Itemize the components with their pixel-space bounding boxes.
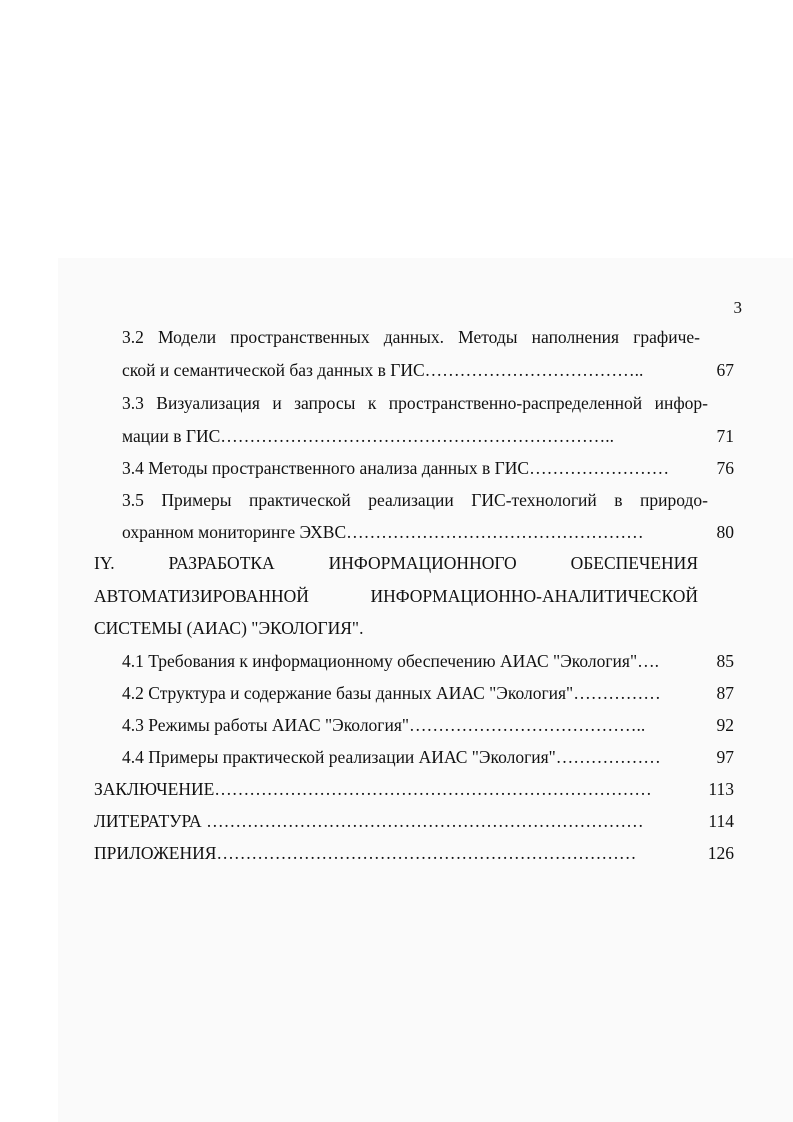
toc-entry-4-1-page: 85 xyxy=(716,651,734,671)
toc-entry-4-3-page: 92 xyxy=(716,715,734,735)
toc-entry-3-3-line1: 3.3 Визуализация и запросы к пространственно-распределенной инфор- xyxy=(122,393,708,413)
toc-entry-3-2-line1: 3.2 Модели пространственных данных. Методы наполнения графиче- xyxy=(122,327,700,347)
toc-entry-3-5-line2: охранном мониторинге ЭХВС…………………………………………… xyxy=(122,522,644,542)
toc-entry-4-2-page: 87 xyxy=(716,683,734,703)
toc-entry-3-4-page: 76 xyxy=(716,458,734,478)
chapter-4-heading-line2: АВТОМАТИЗИРОВАННОЙ ИНФОРМАЦИОННО-АНАЛИТИЧЕСКОЙ xyxy=(94,586,698,606)
toc-entry-3-5-line1: 3.5 Примеры практической реализации ГИС-технологий в природо- xyxy=(122,490,708,510)
toc-entry-appendices-page: 126 xyxy=(707,843,734,863)
toc-entry-4-4-text: 4.4 Примеры практической реализации АИАС "Экология"……………… xyxy=(122,747,661,767)
toc-entry-3-4-text: 3.4 Методы пространственного анализа данных в ГИС…………………… xyxy=(122,458,670,478)
toc-entry-3-2-line2: ской и семантической баз данных в ГИС……………………………….. xyxy=(122,360,644,380)
toc-entry-conclusion-page: 113 xyxy=(708,779,734,799)
toc-entry-3-5-page: 80 xyxy=(716,522,734,542)
toc-entry-3-3-page: 71 xyxy=(716,426,734,446)
toc-entry-literature-text: ЛИТЕРАТУРА ………………………………………………………………… xyxy=(94,811,644,831)
chapter-4-heading-line1: IY. РАЗРАБОТКА ИНФОРМАЦИОННОГО ОБЕСПЕЧЕНИЯ xyxy=(94,553,698,573)
toc-entry-4-4-page: 97 xyxy=(716,747,734,767)
page-number: 3 xyxy=(733,298,742,317)
toc-entry-conclusion-text: ЗАКЛЮЧЕНИЕ………………………………………………………………… xyxy=(94,779,652,799)
toc-entry-4-2-text: 4.2 Структура и содержание базы данных АИАС "Экология"…………… xyxy=(122,683,661,703)
toc-entry-3-3-line2: мации в ГИС………………………………………………………….. xyxy=(122,426,615,446)
toc-entry-4-1-text: 4.1 Требования к информационному обеспечению АИАС "Экология"…. xyxy=(122,651,659,671)
toc-entry-literature-page: 114 xyxy=(708,811,734,831)
toc-entry-appendices-text: ПРИЛОЖЕНИЯ……………………………………………………………… xyxy=(94,843,637,863)
toc-entry-3-2-page: 67 xyxy=(716,360,734,380)
chapter-4-heading-line3: СИСТЕМЫ (АИАС) "ЭКОЛОГИЯ". xyxy=(94,618,364,638)
toc-entry-4-3-text: 4.3 Режимы работы АИАС "Экология"………………………………….. xyxy=(122,715,646,735)
